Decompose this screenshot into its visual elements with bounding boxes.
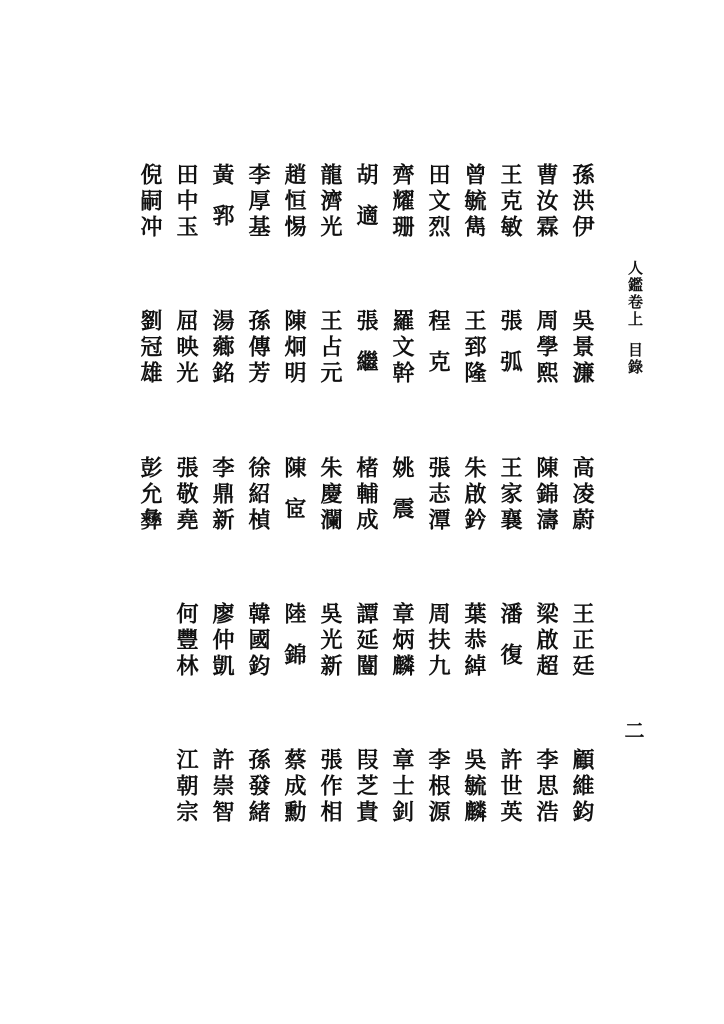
- person-name: 張繼: [353, 309, 379, 391]
- person-name: 章炳麟: [389, 602, 415, 680]
- person-name: 龍濟光: [317, 163, 343, 241]
- running-header: [622, 260, 648, 376]
- person-name: 姚震: [389, 456, 415, 538]
- person-name: 孫傳芳: [245, 309, 271, 387]
- person-name: 高凌蔚: [569, 456, 595, 534]
- person-name: 陳宧: [281, 456, 307, 538]
- person-name: 潘復: [497, 602, 523, 684]
- person-name: 李思浩: [533, 748, 559, 826]
- person-name: 劉冠雄: [137, 309, 163, 387]
- person-name: 張作相: [317, 748, 343, 826]
- person-name: 楮輔成: [353, 456, 379, 534]
- person-name: 曾毓雋: [461, 163, 487, 241]
- person-name: 田文烈: [425, 163, 451, 241]
- person-name: 蔡成勳: [281, 748, 307, 826]
- person-name: 王郅隆: [461, 309, 487, 387]
- person-name: 曹汝霖: [533, 163, 559, 241]
- person-name: 梁啟超: [533, 602, 559, 680]
- person-name: 李鼎新: [209, 456, 235, 534]
- section-title: 目錄: [626, 342, 644, 376]
- person-name: 陳錦濤: [533, 456, 559, 534]
- person-name: 吳毓麟: [461, 748, 487, 826]
- person-name: 胡適: [353, 163, 379, 245]
- page-number: 二: [621, 720, 645, 740]
- person-name: 何豐林: [173, 602, 199, 680]
- person-name: 廖仲凱: [209, 602, 235, 680]
- person-name: 吳景濂: [569, 309, 595, 387]
- person-name: 周扶九: [425, 602, 451, 680]
- person-name: 王占元: [317, 309, 343, 387]
- person-name: 許崇智: [209, 748, 235, 826]
- person-name: 陳炯明: [281, 309, 307, 387]
- person-name: 吳光新: [317, 602, 343, 680]
- person-name: 朱啟鈐: [461, 456, 487, 534]
- book-title: 人鑑卷上: [626, 260, 644, 328]
- person-name: 許世英: [497, 748, 523, 826]
- person-name: 王克敏: [497, 163, 523, 241]
- person-name: 孫洪伊: [569, 163, 595, 241]
- person-name: 羅文幹: [389, 309, 415, 387]
- person-name: 倪嗣冲: [137, 163, 163, 241]
- person-name: 徐紹楨: [245, 456, 271, 534]
- person-name: 王正廷: [569, 602, 595, 680]
- person-name: 張志潭: [425, 456, 451, 534]
- person-name: 周學熙: [533, 309, 559, 387]
- person-name: 叚芝貴: [353, 748, 379, 826]
- person-name: 譚延闓: [353, 602, 379, 680]
- person-name: 孫發緒: [245, 748, 271, 826]
- person-name: 陸錦: [281, 602, 307, 684]
- person-name: 張敬堯: [173, 456, 199, 534]
- person-name: 葉恭綽: [461, 602, 487, 680]
- person-name: 張弧: [497, 309, 523, 391]
- person-name: 章士釗: [389, 748, 415, 826]
- person-name: 程克: [425, 309, 451, 391]
- person-name: 趙恒惕: [281, 163, 307, 241]
- person-name: 黃郛: [209, 163, 235, 245]
- person-name: 李根源: [425, 748, 451, 826]
- person-name: 李厚基: [245, 163, 271, 241]
- person-name: 彭允彝: [137, 456, 163, 534]
- person-name: 田中玉: [173, 163, 199, 241]
- person-name: 韓國鈞: [245, 602, 271, 680]
- person-name: 朱慶瀾: [317, 456, 343, 534]
- person-name: 齊耀珊: [389, 163, 415, 241]
- person-name: 江朝宗: [173, 748, 199, 826]
- person-name: 湯薌銘: [209, 309, 235, 387]
- person-name: 顧維鈞: [569, 748, 595, 826]
- person-name: 屈映光: [173, 309, 199, 387]
- person-name: 王家襄: [497, 456, 523, 534]
